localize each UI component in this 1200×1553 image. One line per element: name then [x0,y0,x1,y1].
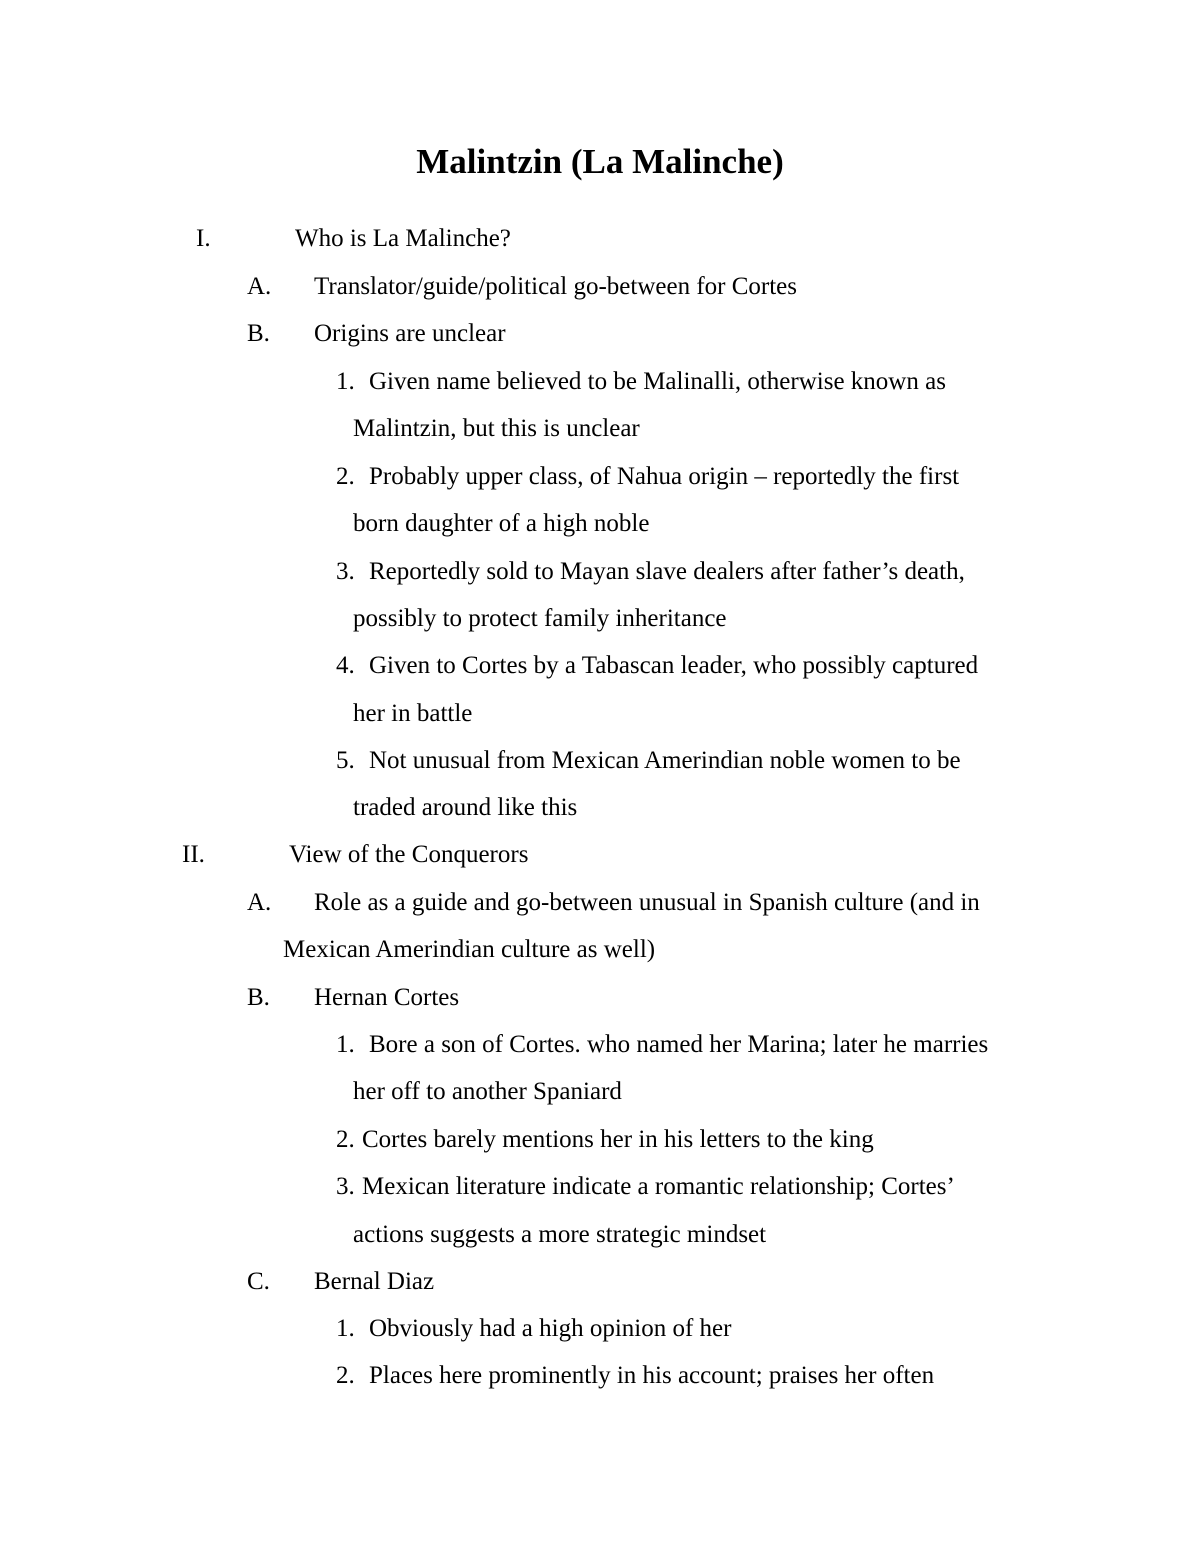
list-item-text: Given to Cortes by a Tabascan leader, who possibly captured [369,652,979,679]
list-item-marker: 2. [336,1126,355,1153]
document-title: Malintzin (La Malinche) [416,142,784,181]
list-item-continuation: possibly to protect family inheritance [353,605,727,632]
list-item-marker: 5. [336,747,355,774]
list-item-continuation: actions suggests a more strategic mindset [353,1221,767,1248]
section-2c-text: Bernal Diaz [314,1268,435,1295]
list-item-text: Reportedly sold to Mayan slave dealers after father’s death, [369,558,965,585]
section-2a-marker: A. [247,889,272,916]
section-1b-marker: B. [247,320,270,347]
list-item-marker: 1. [336,368,355,395]
section-2b-text: Hernan Cortes [314,984,460,1011]
section-2a-text: Role as a guide and go-between unusual in Spanish culture (and in [314,889,980,916]
section-1a-marker: A. [247,273,272,300]
section-1b-text: Origins are unclear [314,320,506,347]
list-item-continuation: her in battle [353,700,473,727]
list-item-text: Cortes barely mentions her in his letters to the king [362,1126,874,1153]
section-1a-text: Translator/guide/political go-between for Cortes [314,273,797,300]
section-2-heading: View of the Conquerors [289,841,529,868]
list-item-continuation: born daughter of a high noble [353,510,650,537]
list-item-text: Given name believed to be Malinalli, otherwise known as [369,368,946,395]
list-item-continuation: her off to another Spaniard [353,1078,622,1105]
section-2c-marker: C. [247,1268,270,1295]
list-item-text: Mexican literature indicate a romantic relationship; Cortes’ [362,1173,955,1200]
section-2b-marker: B. [247,984,270,1011]
section-1-marker: I. [196,225,211,252]
list-item-text: Bore a son of Cortes. who named her Marina; later he marries [369,1031,989,1058]
list-item-text: Places here prominently in his account; praises her often [369,1362,935,1389]
list-item-continuation: Malintzin, but this is unclear [353,415,640,442]
list-item-marker: 1. [336,1315,355,1342]
list-item-marker: 1. [336,1031,355,1058]
list-item-text: Probably upper class, of Nahua origin – reportedly the first [369,463,960,490]
section-2a-continuation: Mexican Amerindian culture as well) [283,936,656,963]
list-item-continuation: traded around like this [353,794,578,821]
list-item-text: Obviously had a high opinion of her [369,1315,732,1342]
list-item-marker: 2. [336,1362,355,1389]
list-item-marker: 4. [336,652,355,679]
section-1-heading: Who is La Malinche? [295,225,511,252]
section-2-marker: II. [182,841,205,868]
list-item-marker: 3. [336,558,355,585]
list-item-text: Not unusual from Mexican Amerindian noble women to be [369,747,961,774]
list-item-marker: 2. [336,463,355,490]
list-item-marker: 3. [336,1173,355,1200]
